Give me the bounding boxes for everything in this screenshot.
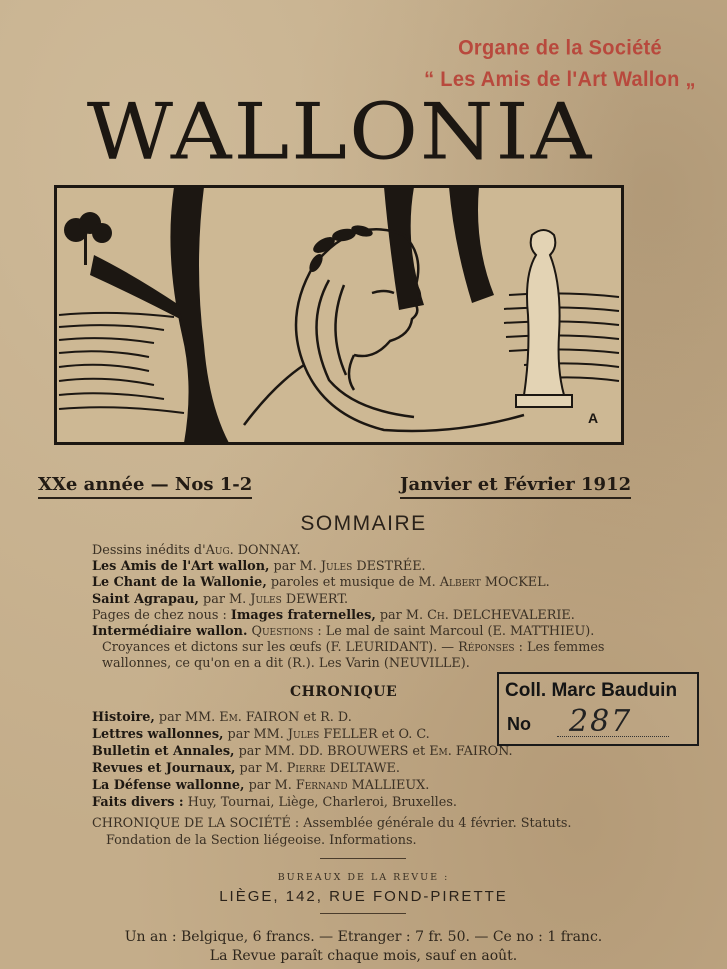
list-item: Saint Agrapau, par M. Jules DEWERT. <box>92 591 349 607</box>
chronique-societe-line-2: Fondation de la Section liégeoise. Informations. <box>106 833 417 848</box>
divider <box>557 736 669 737</box>
chronique-list <box>92 709 562 811</box>
chronique-societe <box>92 815 612 849</box>
issue-number: XXe année — Nos 1-2 <box>38 474 252 499</box>
sommaire-heading: SOMMAIRE <box>300 512 427 535</box>
address: LIÈGE, 142, RUE FOND-PIRETTE <box>219 888 508 905</box>
svg-text:A: A <box>588 410 599 426</box>
list-item: Revues et Journaux, par M. Pierre DELTAWE. <box>92 761 400 776</box>
divider <box>320 913 406 914</box>
chronique-societe-line-1: CHRONIQUE DE LA SOCIÉTÉ : Assemblée générale du 4 février. Statuts. <box>92 816 572 831</box>
subscription-price: Un an : Belgique, 6 francs. — Etranger : 7 fr. 50. — Ce no : 1 franc. <box>124 929 603 945</box>
sommaire-list <box>92 543 612 673</box>
collection-number: 287 <box>569 704 633 739</box>
list-item: Histoire, par MM. Em. FAIRON et R. D. <box>92 710 352 725</box>
list-item: Bulletin et Annales, par MM. DD. BROUWERS et Em. FAIRON. <box>92 744 513 759</box>
list-item: Faits divers : Huy, Tournai, Liège, Charleroi, Bruxelles. <box>92 795 457 810</box>
list-item: Croyances et dictons sur les œufs (F. LEURIDANT). — Réponses : Les femmes <box>102 640 605 656</box>
collection-no-label: No <box>507 714 531 734</box>
masthead-title: WALLONIA <box>86 86 594 178</box>
issue-date: Janvier et Février 1912 <box>400 474 631 499</box>
chronique-heading: CHRONIQUE <box>290 684 398 700</box>
list-item: Dessins inédits d'Aug. DONNAY. <box>92 543 301 558</box>
list-item: Le Chant de la Wallonie, paroles et musique de M. Albert MOCKEL. <box>92 575 550 591</box>
list-item: Lettres wallonnes, par MM. Jules FELLER et O. C. <box>92 727 430 742</box>
list-item: Intermédiaire wallon. Questions : Le mal de saint Marcoul (E. MATTHIEU). <box>92 624 595 640</box>
publication-frequency: La Revue paraît chaque mois, sauf en août. <box>209 948 518 964</box>
list-item: wallonnes, ce qu'on en a dit (R.). Les Varin (NEUVILLE). <box>102 656 470 672</box>
stamp-line-1: Organe de la Société <box>458 36 662 60</box>
bureaux-label: BUREAUX DE LA REVUE : <box>277 872 450 883</box>
list-item: Les Amis de l'Art wallon, par M. Jules DESTRÉE. <box>92 559 426 575</box>
stamp-line-2: “ Les Amis de l'Art Wallon „ <box>424 68 696 92</box>
collection-title: Coll. Marc Bauduin <box>505 680 678 701</box>
woman-profile-trees-woodcut-icon <box>54 185 624 445</box>
divider <box>320 858 406 859</box>
list-item: La Défense wallonne, par M. Fernand MALLIEUX. <box>92 778 430 793</box>
list-item: Pages de chez nous : Images fraternelles, par M. Ch. DELCHEVALERIE. <box>92 607 575 623</box>
collection-stamp <box>497 672 699 746</box>
